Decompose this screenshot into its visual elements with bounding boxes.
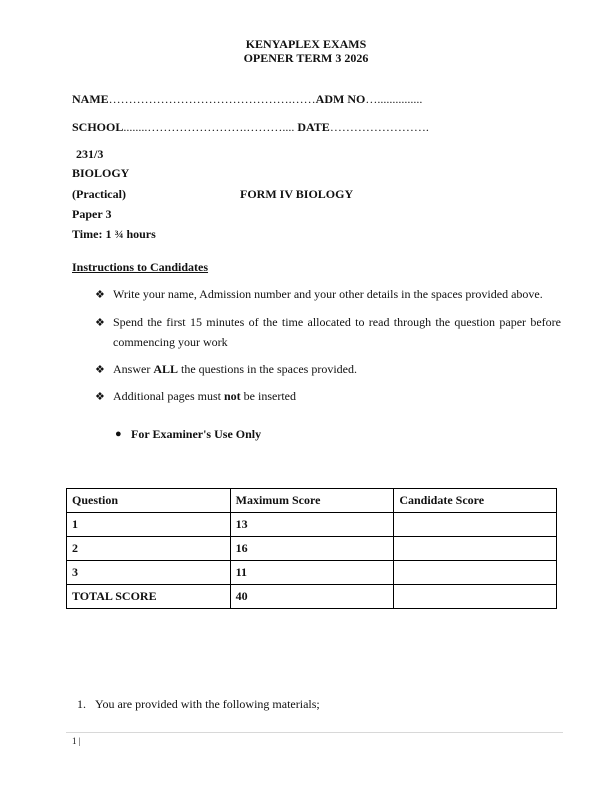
table-header-row <box>67 489 557 513</box>
instruction-2-line1: Spend the first 15 minutes of the time allocated to read through the question paper before <box>113 315 561 329</box>
examiner-note: For Examiner's Use Only <box>131 427 262 441</box>
table-row <box>67 585 557 609</box>
diamond-bullet-icon: ❖ <box>95 317 105 329</box>
instruction-3-bold: ALL <box>153 362 179 376</box>
table-header-cell: Question <box>67 489 231 513</box>
instructions-heading: Instructions to Candidates <box>72 260 209 274</box>
max-score-cell: 11 <box>230 561 394 585</box>
question-text: You are provided with the following materials; <box>95 697 320 711</box>
diamond-bullet-icon: ❖ <box>95 391 105 403</box>
exam-subtitle: OPENER TERM 3 2026 <box>243 51 369 65</box>
candidate-score-cell[interactable] <box>394 561 557 585</box>
adm-field[interactable]: …............... <box>365 92 423 106</box>
paper-code: 231/3 <box>76 147 104 161</box>
diamond-bullet-icon: ❖ <box>95 364 105 376</box>
table-row <box>67 513 557 537</box>
subject: BIOLOGY <box>72 166 130 180</box>
form-title: FORM IV BIOLOGY <box>240 187 354 201</box>
diamond-bullet-icon: ❖ <box>95 289 105 301</box>
total-candidate-cell[interactable] <box>394 585 557 609</box>
candidate-score-cell[interactable] <box>394 537 557 561</box>
table-header-cell: Maximum Score <box>230 489 394 513</box>
school-line <box>72 120 429 135</box>
instruction-4-bold: not <box>224 389 241 403</box>
instruction-3-pre: Answer <box>113 362 151 376</box>
page-number: 1 | <box>72 736 81 746</box>
question-number: 1. <box>77 697 86 711</box>
instruction-1: Write your name, Admission number and your other details in the spaces provided above. <box>113 287 543 301</box>
footer-divider <box>66 732 563 733</box>
name-label: NAME <box>72 92 109 106</box>
max-score-cell: 13 <box>230 513 394 537</box>
date-field[interactable]: ……………………. <box>329 120 429 134</box>
table-header-cell: Candidate Score <box>394 489 557 513</box>
name-field[interactable]: ……………………………………….…… <box>108 92 316 106</box>
instruction-3-post: the questions in the spaces provided. <box>181 362 357 376</box>
question-cell: 3 <box>67 561 231 585</box>
question-cell: 2 <box>67 537 231 561</box>
instruction-3 <box>113 359 357 379</box>
paper-number: Paper 3 <box>72 207 112 221</box>
table-row <box>67 537 557 561</box>
round-bullet-icon: ● <box>115 428 122 440</box>
score-table <box>66 488 557 609</box>
date-label: DATE <box>297 120 330 134</box>
exam-title: KENYAPLEX EXAMS <box>245 37 367 51</box>
max-score-cell: 16 <box>230 537 394 561</box>
table-row <box>67 561 557 585</box>
paper-type: (Practical) <box>72 187 126 201</box>
time-allowed: Time: 1 ¾ hours <box>72 227 156 241</box>
total-label-cell: TOTAL SCORE <box>67 585 231 609</box>
question-cell: 1 <box>67 513 231 537</box>
adm-label: ADM NO <box>315 92 366 106</box>
school-label: SCHOOL <box>72 120 124 134</box>
instruction-4-post: be inserted <box>243 389 296 403</box>
instruction-4-pre: Additional pages must <box>113 389 221 403</box>
total-max-cell: 40 <box>230 585 394 609</box>
instruction-4 <box>113 386 296 406</box>
school-field[interactable]: ........…………………….……….... <box>123 120 295 134</box>
candidate-score-cell[interactable] <box>394 513 557 537</box>
name-line <box>72 92 422 107</box>
instruction-2-line2: commencing your work <box>113 335 228 349</box>
